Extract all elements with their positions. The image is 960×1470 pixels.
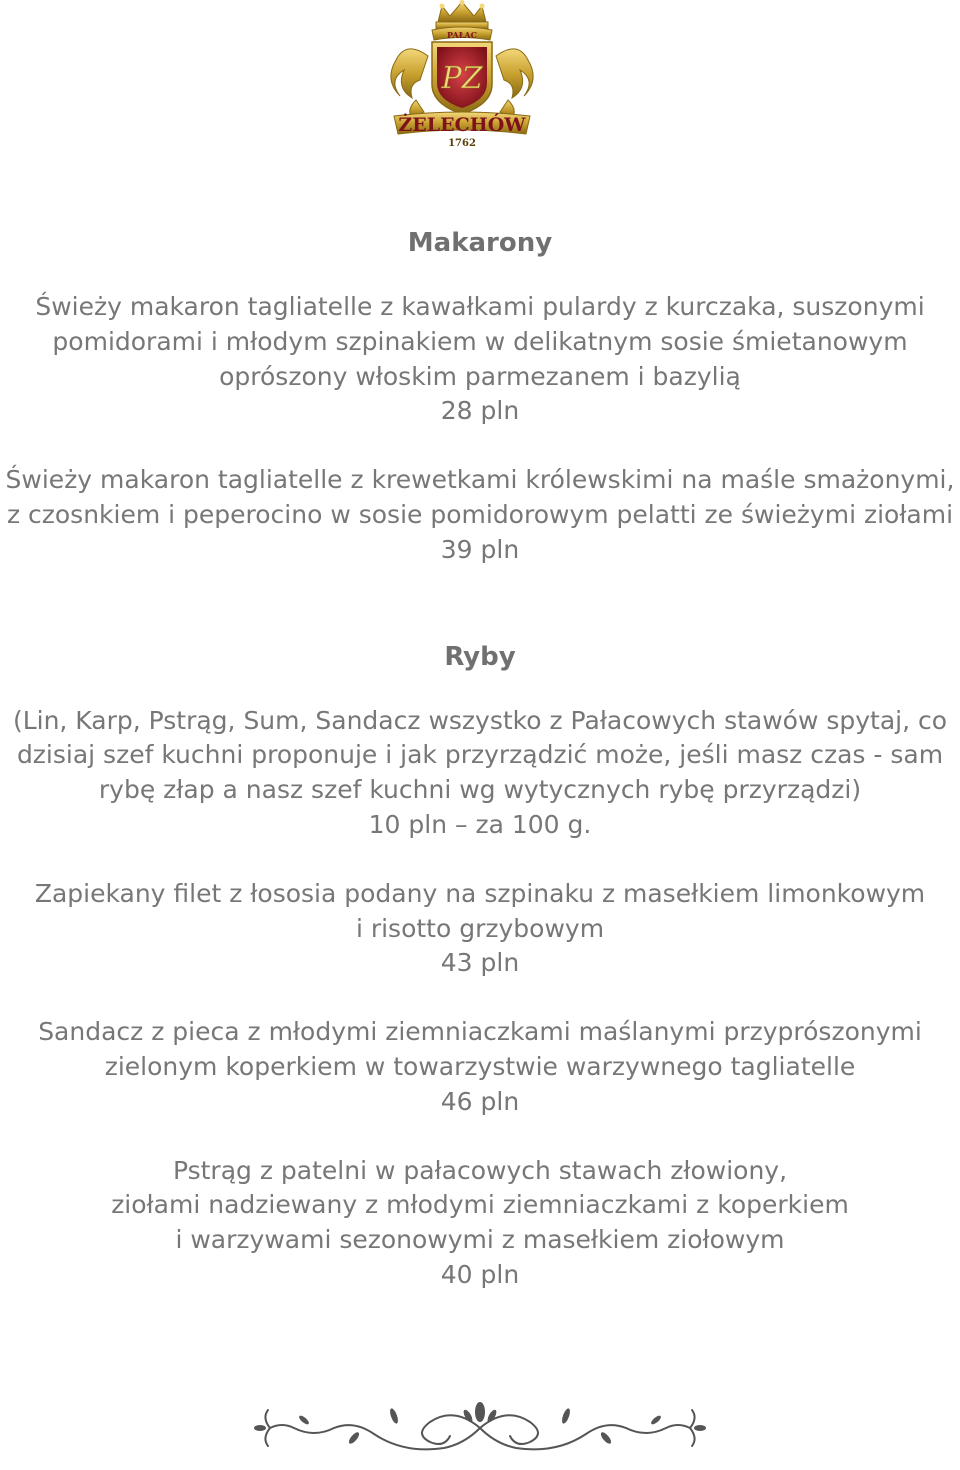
- logo-name-top: PAŁAC: [447, 30, 477, 40]
- dish-ryby-1: [0, 704, 960, 843]
- dish-line: i risotto grzybowym: [355, 913, 605, 943]
- top-banner: [432, 27, 492, 40]
- dish-ryby-3: [0, 1015, 960, 1119]
- dish-price: 46 pln: [440, 1086, 520, 1116]
- dish-price: 28 pln: [440, 396, 520, 426]
- right-griffin-icon: [496, 49, 533, 118]
- dish-line: Zapiekany filet z łososia podany na szpinaku z masełkiem limonkowym: [34, 878, 926, 908]
- dish-ryby-4: [0, 1154, 960, 1293]
- logo-monogram: PZ: [441, 61, 483, 96]
- dish-line: ziołami nadziewany z młodymi ziemniaczkami z koperkiem: [111, 1190, 849, 1220]
- dish-line: oprószony włoskim parmezanem i bazylią: [219, 361, 741, 391]
- section-title-ryby: Ryby: [444, 641, 516, 672]
- dish-line: Świeży makaron tagliatelle z kawałkami pulardy z kurczaka, suszonymi: [35, 292, 925, 321]
- flourish-ornament-icon: [254, 1398, 706, 1458]
- left-griffin-icon: [391, 49, 428, 118]
- dish-makarony-2: [0, 463, 960, 567]
- dish-line: Sandacz z pieca z młodymi ziemniaczkami maślanymi przyprószonymi: [38, 1017, 922, 1047]
- dish-line: Pstrąg z patelni w pałacowych stawach złowiony,: [172, 1155, 788, 1185]
- dish-line: i warzywami sezonowymi z masełkiem ziołowym: [175, 1225, 785, 1255]
- dish-price: 40 pln: [440, 1259, 520, 1289]
- dish-line: pomidorami i młodym szpinakiem w delikatnym sosie śmietanowym: [52, 326, 908, 356]
- logo-year: 1762: [448, 138, 476, 149]
- dish-line: zielonym koperkiem w towarzystwie warzywnego tagliatelle: [104, 1051, 856, 1081]
- shield-icon: [432, 42, 492, 114]
- crown-icon: [436, 0, 488, 29]
- palace-logo: [376, 0, 548, 152]
- section-title-makarony: Makarony: [407, 228, 553, 258]
- dish-line: Świeży makaron tagliatelle z krewetkami królewskimi na maśle smażonymi,: [5, 465, 955, 495]
- dish-line: (Lin, Karp, Pstrąg, Sum, Sandacz wszystko z Pałacowych stawów spytaj, co: [12, 705, 948, 735]
- dish-line: dzisiaj szef kuchni proponuje i jak przyrządzić może, jeśli masz czas - sam: [16, 740, 944, 770]
- dish-line: z czosnkiem i peperocino w sosie pomidorowym pelatti ze świeżymi ziołami: [6, 499, 954, 529]
- dish-line: rybę złap a nasz szef kuchni wg wytycznych rybę przyrządzi): [98, 775, 862, 805]
- bottom-banner: [394, 112, 530, 149]
- menu-content: [0, 226, 960, 1327]
- logo-name-bottom: ŻELECHÓW: [398, 114, 526, 136]
- dish-makarony-1: [0, 290, 960, 429]
- dish-price: 43 pln: [440, 948, 520, 978]
- dish-ryby-2: [0, 877, 960, 981]
- dish-price: 39 pln: [440, 534, 520, 564]
- dish-price: 10 pln – za 100 g.: [368, 809, 592, 839]
